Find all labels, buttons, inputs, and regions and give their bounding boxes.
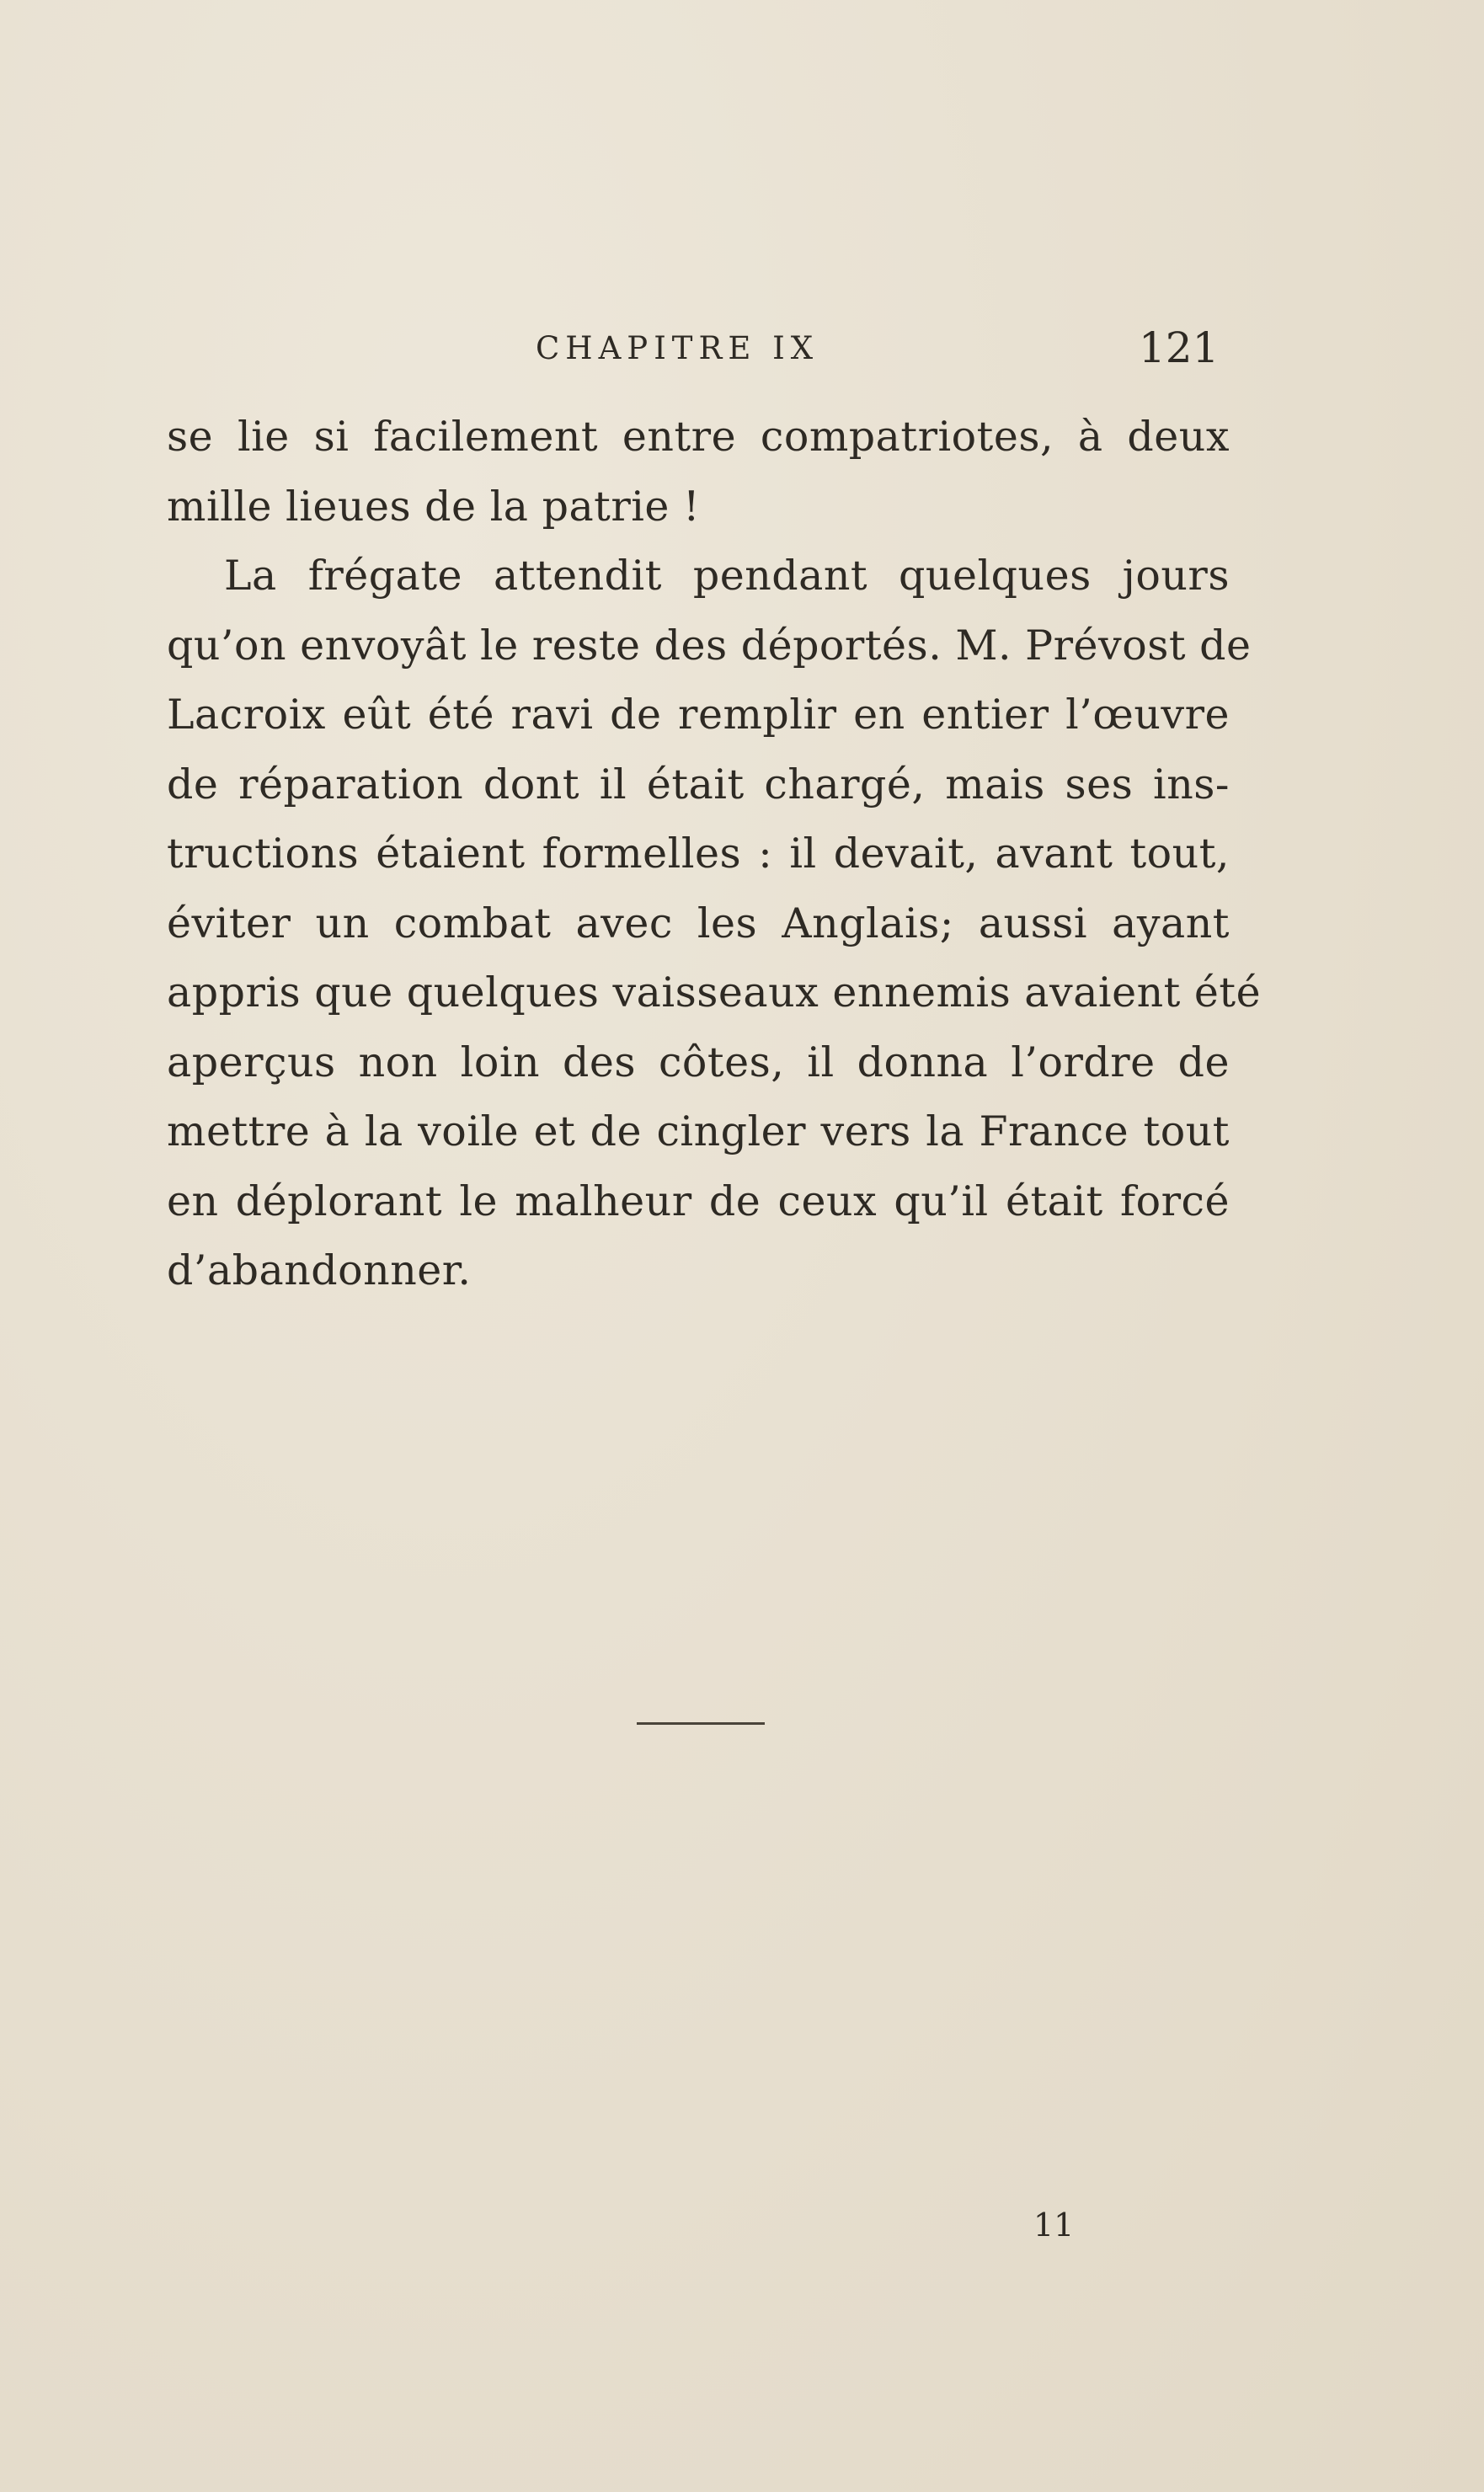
text-line: Lacroix eût été ravi de remplir en entier l’œuvre (167, 691, 1230, 739)
text-line: La frégate attendit pendant quelques jours (224, 552, 1230, 600)
body-text (167, 403, 1262, 1306)
text-line: mille lieues de la patrie ! (167, 482, 701, 531)
text-line: mettre à la voile et de cingler vers la France tout (167, 1107, 1230, 1155)
text-line: se lie si facilement entre compatriotes, à deux (167, 413, 1230, 461)
text-line: d’abandonner. (167, 1246, 472, 1294)
text-line: qu’on envoyât le reste des déportés. M. Prévost de (167, 621, 1252, 670)
text-line: aperçus non loin des côtes, il donna l’ordre de (167, 1038, 1230, 1086)
text-line: tructions étaient formelles : il devait, avant tout, (167, 830, 1230, 878)
running-head: CHAPITRE IX (536, 330, 819, 366)
text-line: de réparation dont il était chargé, mais ses ins- (167, 760, 1230, 808)
section-rule (637, 1722, 765, 1725)
text-line: appris que quelques vaisseaux ennemis avaient été (167, 969, 1262, 1017)
text-line: éviter un combat avec les Anglais; aussi ayant (167, 899, 1230, 947)
signature-mark: 11 (1033, 2207, 1075, 2244)
page-number: 121 (1139, 323, 1220, 372)
text-line: en déplorant le malheur de ceux qu’il était forcé (167, 1177, 1230, 1225)
